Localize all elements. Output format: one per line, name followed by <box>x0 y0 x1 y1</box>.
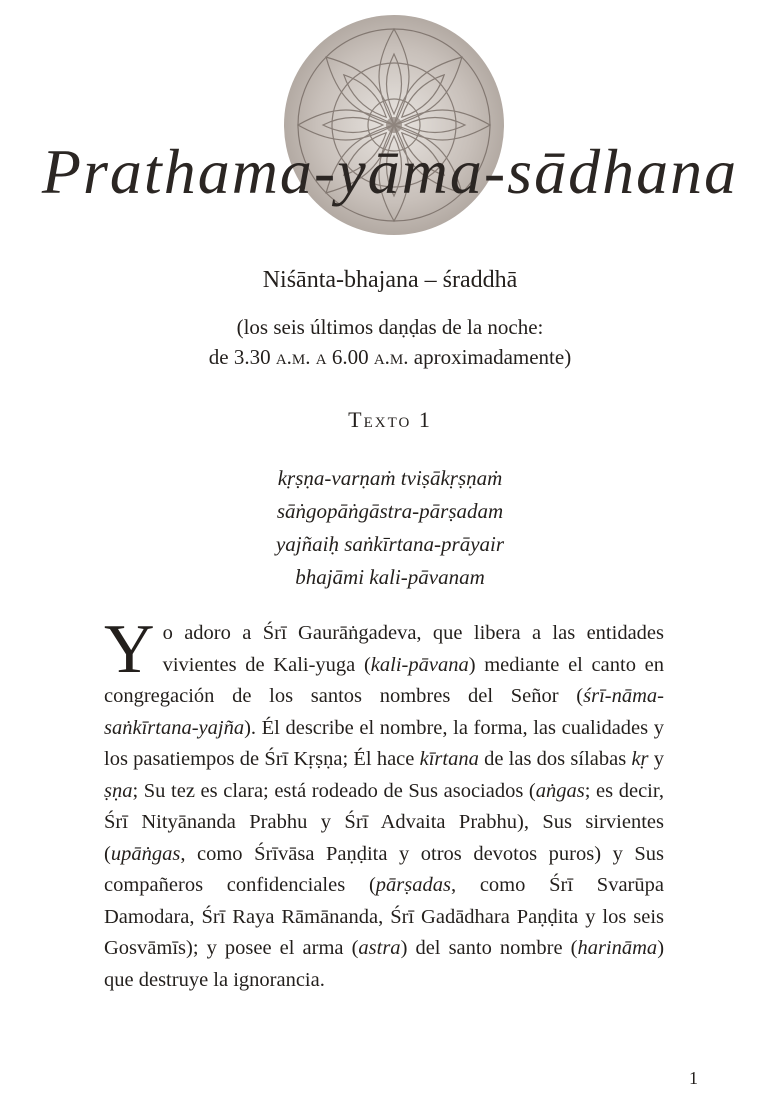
timing-hours: 3.30 a.m. a 6.00 a.m. <box>233 345 409 369</box>
text-run: , como Śrīvāsa Paṇḍita y otros devotos puros) y Sus compañeros confidenciales ( <box>104 842 664 896</box>
text-run: ; es decir, Śrī Nityānanda Prabhu y Śrī Advaita Prabhu), Sus sirvientes ( <box>104 779 665 865</box>
text-run: ) del santo nombre ( <box>400 937 578 959</box>
drop-cap: Y <box>104 611 155 688</box>
text-run: , como Śrī Svarūpa Damodara, Śrī Raya Rāmānanda, Śrī Gadādhara Paṇḍita y los seis Gosvāmīs); y posee el arma ( <box>104 874 664 959</box>
timing-suffix: aproximadamente) <box>408 345 572 369</box>
italic-term: kīrtana <box>419 748 479 770</box>
timing-prefix: de <box>208 345 234 369</box>
page-title: Prathama-yāma-sādhana <box>41 136 739 207</box>
verse-heading: Texto 1 <box>348 407 432 432</box>
timing-note <box>0 312 780 372</box>
text-run: ). Él describe el nombre, la forma, las cualidades y los pasatiempos de Śrī Kṛṣṇa; Él hace <box>104 716 664 770</box>
text-run: y <box>648 748 665 770</box>
verse-block <box>0 462 780 594</box>
text-run: o adoro a Śrī Gaurāṅgadeva, que libera a las entidades vivientes de Kali-yuga ( <box>162 622 664 676</box>
italic-term: kali-pāvana <box>370 653 469 676</box>
verse-line: sāṅgopāṅgāstra-pārṣadam <box>276 499 504 523</box>
italic-term: astra <box>358 937 401 959</box>
timing-line-1: (los seis últimos daṇḍas de la noche: <box>236 315 544 339</box>
section-subtitle: Niśānta-bhajana – śraddhā <box>262 267 518 293</box>
commentary-paragraph <box>104 611 665 996</box>
italic-term: harināma <box>577 937 658 959</box>
verse-line: yajñaiḥ saṅkīrtana-prāyair <box>275 532 505 556</box>
text-run: ) que destruye la ignorancia. <box>104 937 665 991</box>
text-run: de las dos sílabas <box>478 748 632 770</box>
italic-term: śrī-nāma-saṅkīrtana-yajña <box>104 685 664 739</box>
timing-line-2 <box>0 342 780 372</box>
italic-term: aṅgas <box>535 779 585 802</box>
italic-term: ṣṇa <box>104 779 133 802</box>
verse-line: kṛṣṇa-varṇaṁ tviṣākṛṣṇaṁ <box>277 466 503 490</box>
verse-line: bhajāmi kali-pāvanam <box>295 565 485 589</box>
italic-term: pārṣadas <box>375 874 451 896</box>
text-run: ) mediante el canto en congregación de los santos nombres del Señor ( <box>104 653 664 707</box>
italic-term: upāṅgas <box>110 842 181 865</box>
italic-term: kṛ <box>631 748 649 770</box>
page-number: 1 <box>689 1068 698 1088</box>
text-run: ; Su tez es clara; está rodeado de Sus asociados ( <box>132 779 536 802</box>
